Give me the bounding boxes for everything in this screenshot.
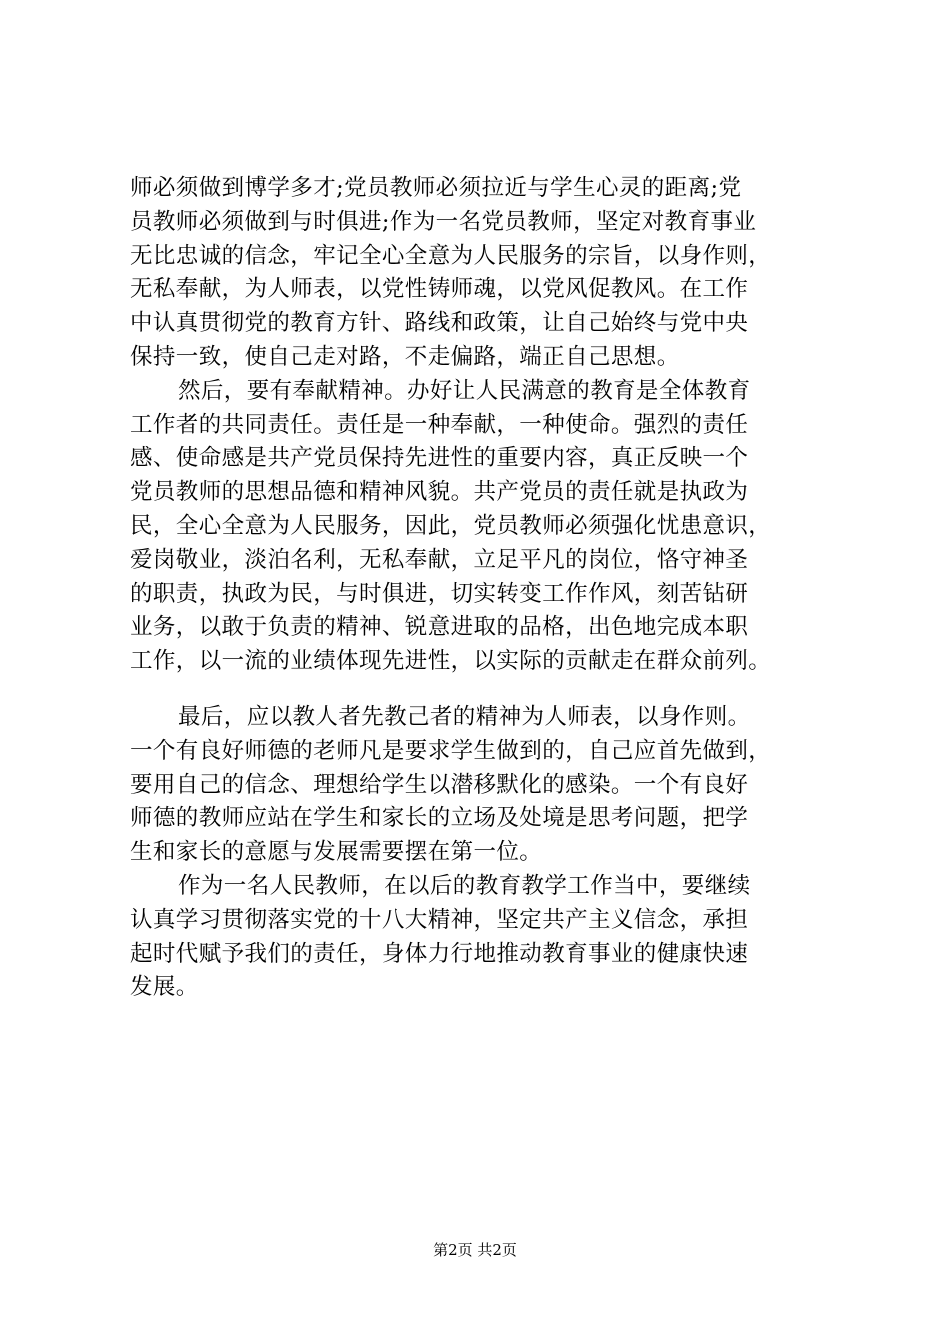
text-line: 师必须做到博学多才;党员教师必须拉近与学生心灵的距离;党 xyxy=(130,175,742,201)
text-line: 业务，以敢于负责的精神、锐意进取的品格，出色地完成本职 xyxy=(130,614,749,641)
page-number-footer: 第2页 共2页 xyxy=(433,1241,517,1259)
paragraph-start-line: 作为一名人民教师，在以后的教育教学工作当中，要继续 xyxy=(178,872,751,899)
text-line: 发展。 xyxy=(130,974,199,1001)
text-line: 无私奉献，为人师表，以党性铸师魂，以党风促教风。在工作 xyxy=(130,276,749,303)
text-line: 一个有良好师德的老师凡是要求学生做到的，自己应首先做到， xyxy=(130,737,772,764)
paragraph-start-line: 最后，应以教人者先教己者的精神为人师表，以身作则。 xyxy=(178,703,751,730)
text-line: 工作，以一流的业绩体现先进性，以实际的贡献走在群众前列。 xyxy=(130,648,772,675)
text-line: 生和家长的意愿与发展需要摆在第一位。 xyxy=(130,839,543,866)
document-body xyxy=(130,172,852,1005)
paragraph-gap xyxy=(130,679,852,701)
text-line: 感、使命感是共产党员保持先进性的重要内容，真正反映一个 xyxy=(130,445,749,472)
text-line: 要用自己的信念、理想给学生以潜移默化的感染。一个有良好 xyxy=(130,771,749,798)
text-line: 保持一致，使自己走对路，不走偏路，端正自己思想。 xyxy=(130,343,680,370)
text-line: 党员教师的思想品德和精神风貌。共产党员的责任就是执政为 xyxy=(130,479,749,506)
text-line: 的职责，执政为民，与时俱进，切实转变工作作风，刻苦钻研 xyxy=(130,580,749,607)
text-line: 爱岗敬业，淡泊名利，无私奉献，立足平凡的岗位，恪守神圣 xyxy=(130,546,749,573)
text-line: 中认真贯彻党的教育方针、路线和政策，让自己始终与党中央 xyxy=(130,310,749,337)
text-line: 工作者的共同责任。责任是一种奉献，一种使命。强烈的责任 xyxy=(130,411,749,438)
text-line: 民，全心全意为人民服务，因此，党员教师必须强化忧患意识， xyxy=(130,512,772,539)
text-line: 无比忠诚的信念，牢记全心全意为人民服务的宗旨，以身作则， xyxy=(130,242,772,269)
text-line: 认真学习贯彻落实党的十八大精神，坚定共产主义信念，承担 xyxy=(130,906,749,933)
text-line: 起时代赋予我们的责任，身体力行地推动教育事业的健康快速 xyxy=(130,940,749,967)
text-line: 员教师必须做到与时俱进;作为一名党员教师，坚定对教育事业 xyxy=(130,208,757,235)
text-line: 师德的教师应站在学生和家长的立场及处境是思考问题，把学 xyxy=(130,805,749,832)
paragraph-start-line: 然后，要有奉献精神。办好让人民满意的教育是全体教育 xyxy=(178,377,751,404)
